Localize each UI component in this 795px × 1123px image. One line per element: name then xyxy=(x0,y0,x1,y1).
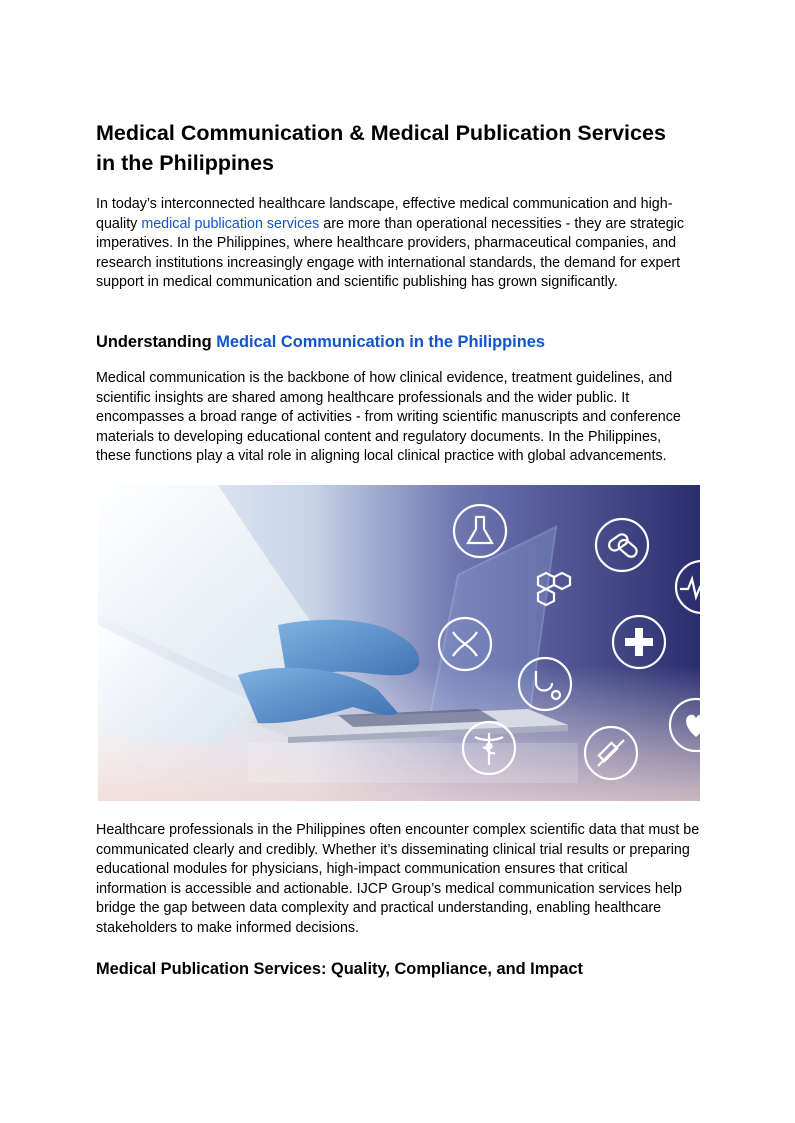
section-heading-plain: Understanding xyxy=(96,333,217,351)
section1-paragraph: Medical communication is the backbone of how clinical evidence, treatment guidelines, and scientific insights are shared among healthcare professionals and the wider public. It encompasses a broad range of activities - from writing scientific manuscripts and conference materials to developing educational content and regulatory documents. In the Philippines, these functions play a vital role in aligning local clinical practice with global advancements. xyxy=(96,370,681,464)
page-title-line1: Medical Communication & Medical Publication Services xyxy=(96,121,666,145)
hero-image xyxy=(98,485,700,801)
hero-illustration xyxy=(98,485,700,801)
intro-text-part2: are more than operational necessities - they are strategic imperatives. In the Philippines, where healthcare providers, pharmaceutical companies, and research institutions increasingly engage with international standards, the demand for expert support in medical communication and scientific publishing has grown significantly. xyxy=(96,215,685,290)
section1-followup-paragraph: Healthcare professionals in the Philippines often encounter complex scientific data that must be communicated clearly and credibly. Whether it’s disseminating clinical trial results or preparing educational modules for physicians, high-impact communication ensures that critical information is accessible and actionable. IJCP Group’s medical communication services help bridge the gap between data complexity and practical understanding, enabling healthcare stakeholders to make informed decisions. xyxy=(96,822,700,936)
section-heading-publication-services: Medical Publication Services: Quality, Compliance, and Impact xyxy=(96,960,583,978)
intro-text-part1: In today’s interconnected healthcare landscape, effective medical communication and high-quality xyxy=(96,196,673,232)
medical-publication-services-link[interactable]: medical publication services xyxy=(141,215,320,232)
page-title-line2: in the Philippines xyxy=(96,151,274,175)
intro-paragraph xyxy=(96,195,700,293)
page-title xyxy=(96,118,716,178)
medical-communication-philippines-link[interactable]: Medical Communication in the Philippines xyxy=(216,333,545,351)
section-heading-understanding xyxy=(96,331,545,353)
